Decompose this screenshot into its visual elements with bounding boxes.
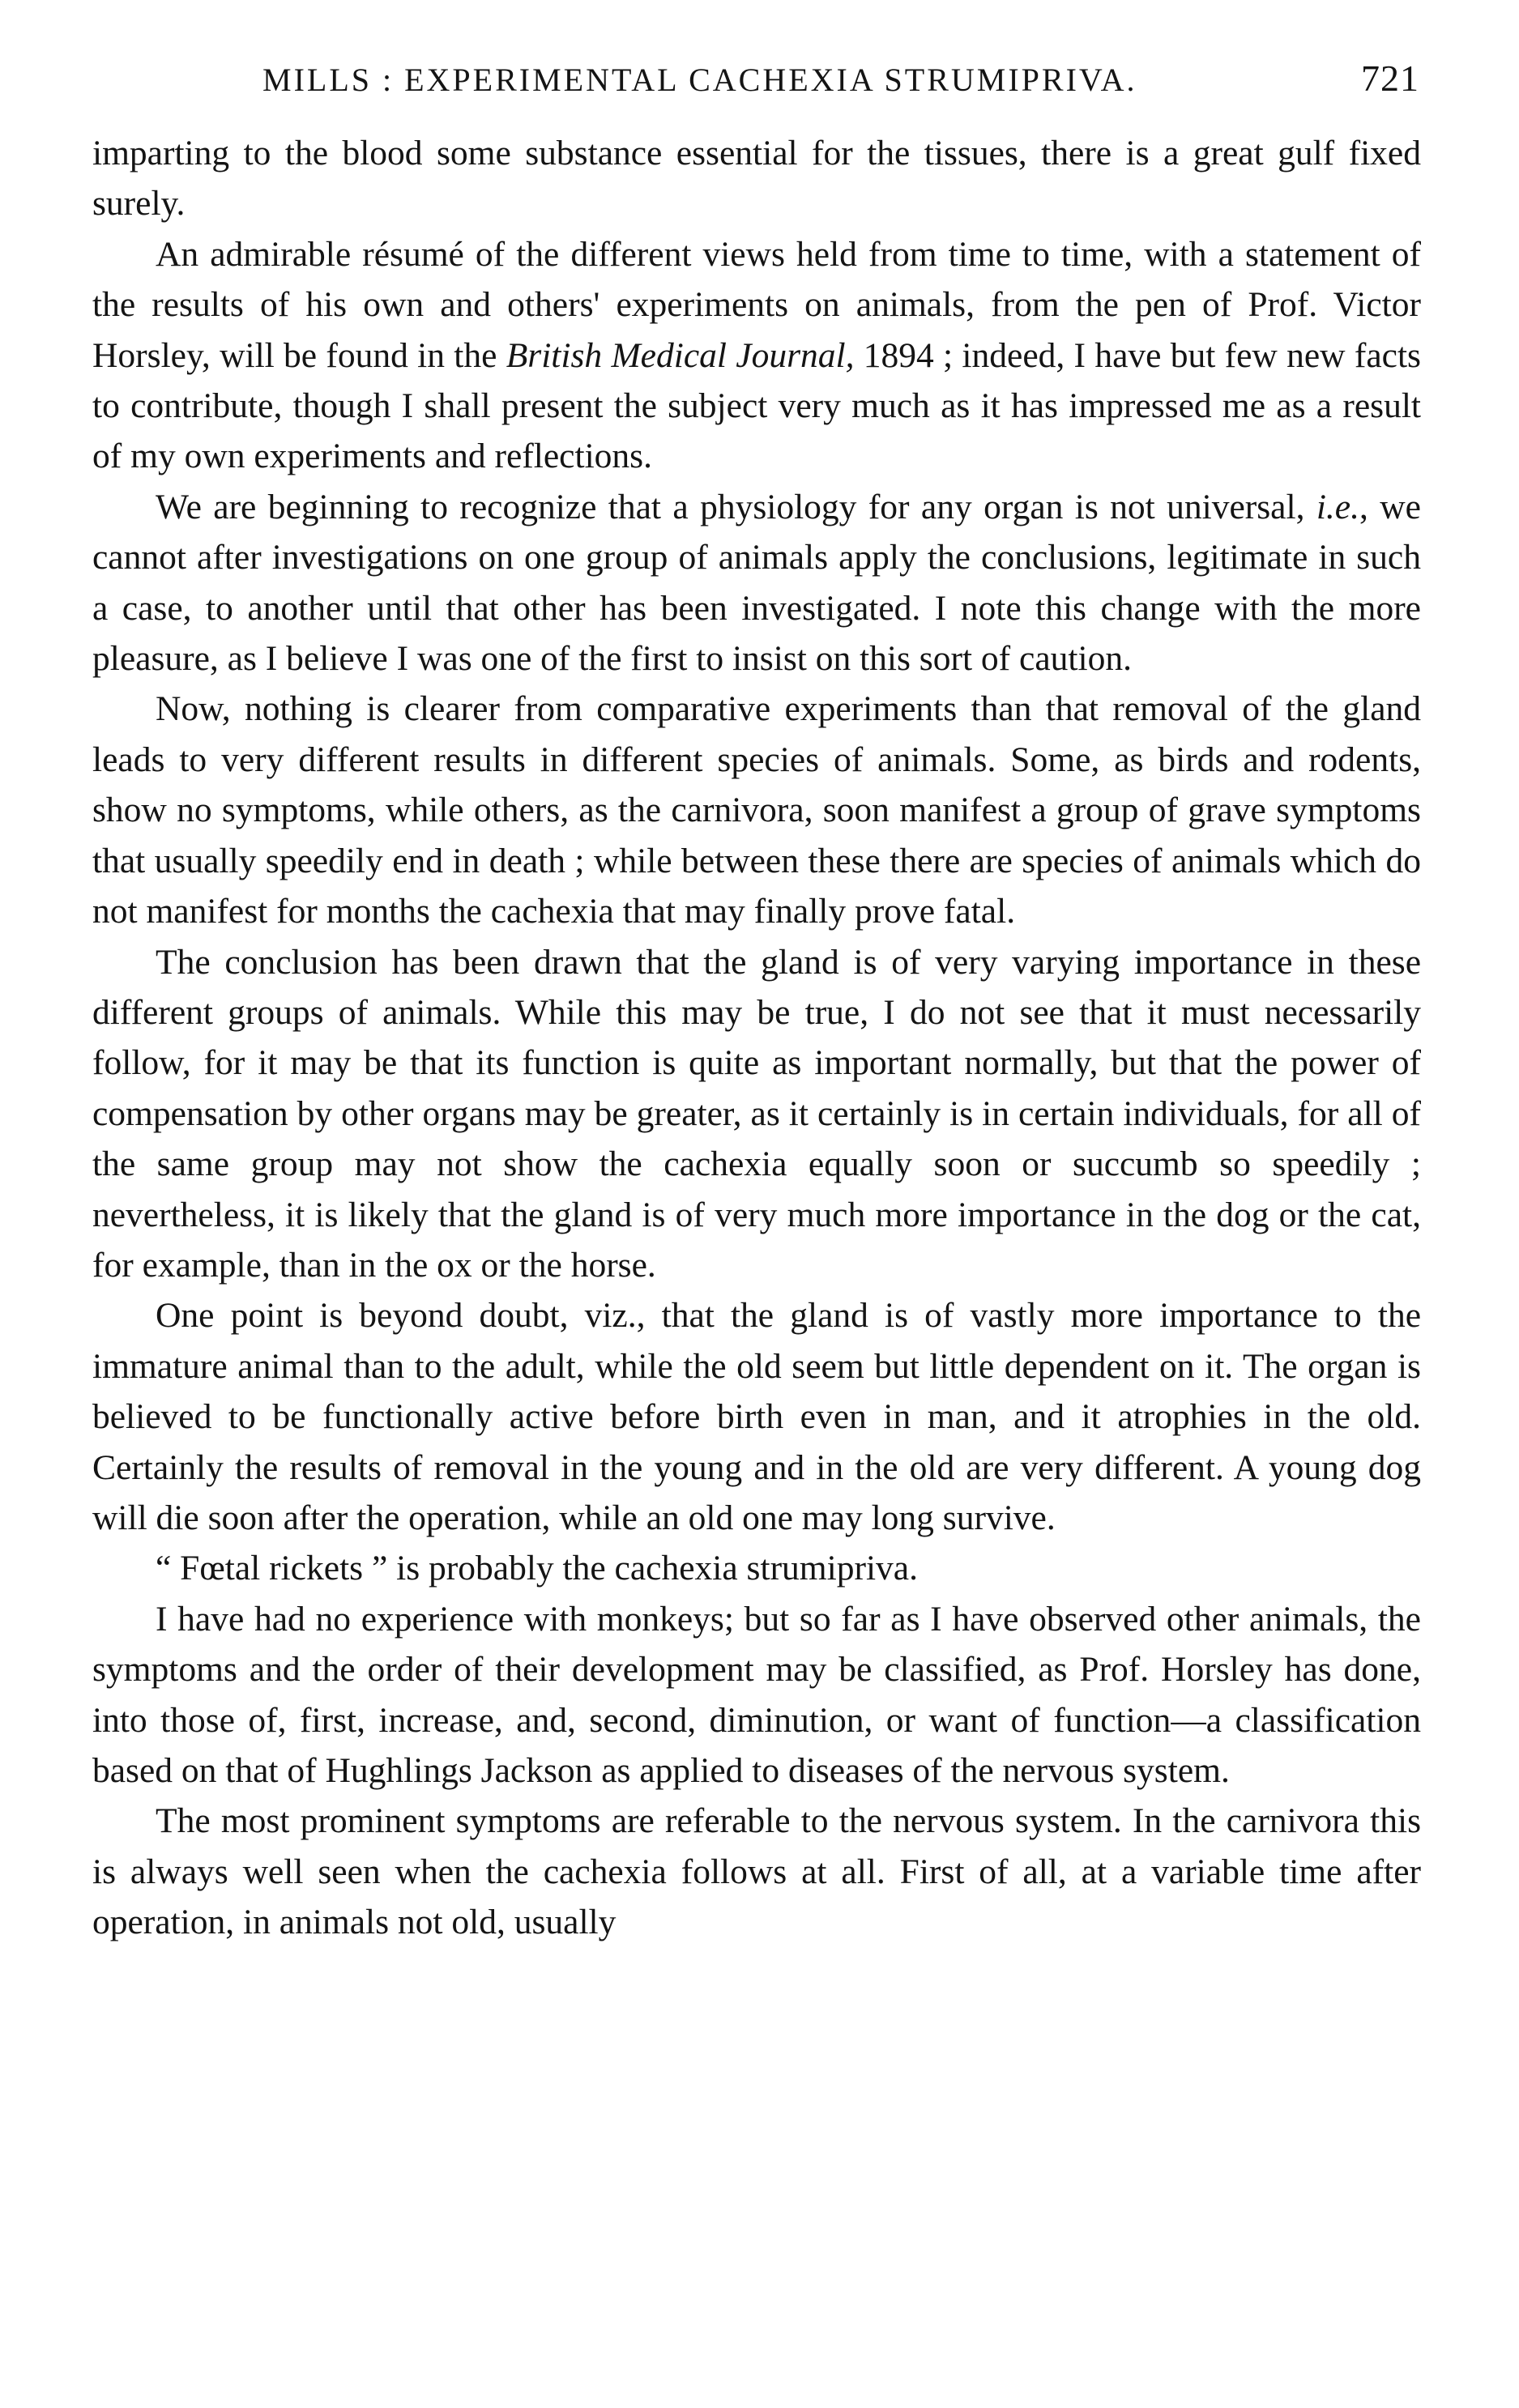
italic-ie: i.e. (1316, 487, 1359, 526)
paragraph-text: An admirable résumé of the different views held from time to time, with a statement of the results of his own and others' experiments on animals, from the pen of Prof. Victor Horsley, will be found in the (92, 234, 1421, 375)
paragraph-text: We are beginning to recognize that a physiology for any organ is not universal, (156, 487, 1316, 526)
paragraph-text: , we cannot after investigations on one group of animals apply the conclusions, legitimate in such a case, to another until that other has been investigated. I note this change with the more pleasure, as I believe I was one of the first to insist on this sort of caution. (92, 487, 1421, 679)
paragraph-continued: imparting to the blood some substance essential for the tissues, there is a great gulf fixed surely. (92, 134, 1421, 224)
paragraph-classification: I have had no experience with monkeys; but so far as I have observed other animals, the symptoms and the order of their development may be classified, as Prof. Horsley has done, into those of, first, increase, and, second, diminution, or want of function—a classification based on that of Hughlings Jackson as applied to diseases of the nervous system. (92, 1599, 1421, 1790)
paragraph-text: 1894 ; indeed, I have but few new facts to contribute, though I shall present the subject very much as it has impressed me as a result of my own experiments and reflections. (92, 335, 1421, 476)
paragraph-horsley-resume (92, 229, 1421, 482)
paragraph-comparative-experiments: Now, nothing is clearer from comparative experiments than that removal of the gland leads to very different results in different species of animals. Some, as birds and rodents, show no symptoms, while others, as the carnivora, soon manifest a group of grave symptoms that usually speedily end in death ; while between these there are species of animals which do not manifest for months the cachexia that may finally prove fatal. (92, 689, 1421, 931)
paragraph-conclusion-importance: The conclusion has been drawn that the gland is of very varying importance in these different groups of animals. While this may be true, I do not see that it must necessarily follow, for it may be that its function is quite as important normally, but that the power of compensation by other organs may be greater, as it certainly is in certain individuals, for all of the same group may not show the cachexia equally soon or succumb so speedily ; nevertheless, it is likely that the gland is of very much more importance in the dog or the cat, for example, than in the ox or the horse. (92, 942, 1421, 1285)
paragraph-foetal-rickets: “ Fœtal rickets ” is probably the cachexia strumipriva. (156, 1549, 918, 1588)
running-title: MILLS : EXPERIMENTAL CACHEXIA STRUMIPRIVA. (262, 62, 1137, 98)
paragraph-physiology-universal (92, 482, 1421, 684)
journal-page (92, 57, 1421, 1948)
running-head (92, 57, 1421, 113)
page-number: 721 (1361, 58, 1419, 99)
paragraph-immature-animal: One point is beyond doubt, viz., that the gland is of vastly more importance to the immature animal than to the adult, while the old seem but little dependent on it. The organ is believed to be functionally active before birth even in man, and it atrophies in the old. Certainly the results of removal in the young and in the old are very different. A young dog will die soon after the operation, while an old one may long survive. (92, 1296, 1421, 1537)
paragraph-nervous-symptoms: The most prominent symptoms are referable to the nervous system. In the carnivora this is always well seen when the cachexia follows at all. First of all, at a variable time after operation, in animals not old, usually (92, 1801, 1421, 1942)
article-body (92, 128, 1421, 1948)
journal-title: British Medical Journal, (506, 335, 855, 375)
